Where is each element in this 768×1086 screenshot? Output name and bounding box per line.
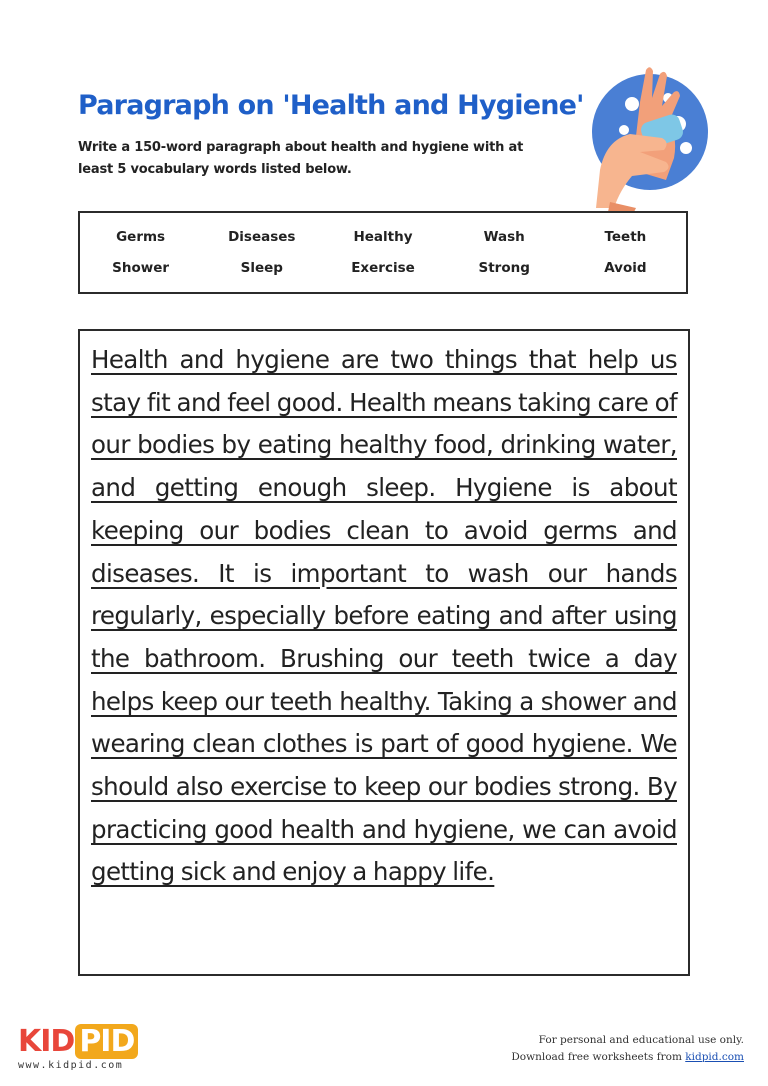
footer-note	[511, 1032, 744, 1066]
footer-link[interactable]: kidpid.com	[685, 1051, 744, 1063]
vocabulary-box	[78, 211, 688, 294]
hand-washing-icon	[580, 62, 720, 212]
page-title: Paragraph on 'Health and Hygiene'	[78, 90, 584, 121]
vocab-word: Healthy	[353, 228, 413, 245]
vocab-word: Avoid	[604, 260, 647, 277]
vocab-word: Teeth	[604, 228, 647, 245]
vocab-word: Sleep	[240, 260, 283, 277]
vocab-word: Germs	[116, 228, 166, 245]
logo-kid: KID	[18, 1024, 75, 1059]
vocab-word: Wash	[483, 228, 525, 245]
logo-pid: PID	[75, 1024, 138, 1059]
footer-line-2	[511, 1049, 744, 1066]
instructions: Write a 150-word paragraph about health and hygiene with at least 5 vocabulary words listed below.	[78, 140, 524, 177]
vocab-word: Diseases	[228, 228, 296, 245]
paragraph-box	[78, 329, 690, 976]
footer-prefix: Download free worksheets from	[511, 1051, 686, 1063]
vocab-word: Exercise	[351, 260, 415, 277]
paragraph-text: Health and hygiene are two things that help us stay fit and feel good. Health means taking care of our bodies by eating healthy food, drinking water, and getting enough sleep. Hygiene is about keeping our bodies clean to avoid germs and diseases. It is important to wash our hands regularly, especially before eating and after using the bathroom. Brushing our teeth twice a day helps keep our teeth healthy. Taking a shower and wearing clean clothes is part of good hygiene. We should also exercise to keep our bodies strong. By practicing good health and hygiene, we can avoid getting sick and enjoy a happy life.	[91, 345, 677, 887]
vocab-word: Strong	[478, 260, 530, 277]
vocab-word: Shower	[112, 260, 170, 277]
kidpid-logo	[18, 1025, 138, 1059]
logo-url: www.kidpid.com	[18, 1060, 124, 1071]
footer-line-1: For personal and educational use only.	[538, 1034, 744, 1046]
